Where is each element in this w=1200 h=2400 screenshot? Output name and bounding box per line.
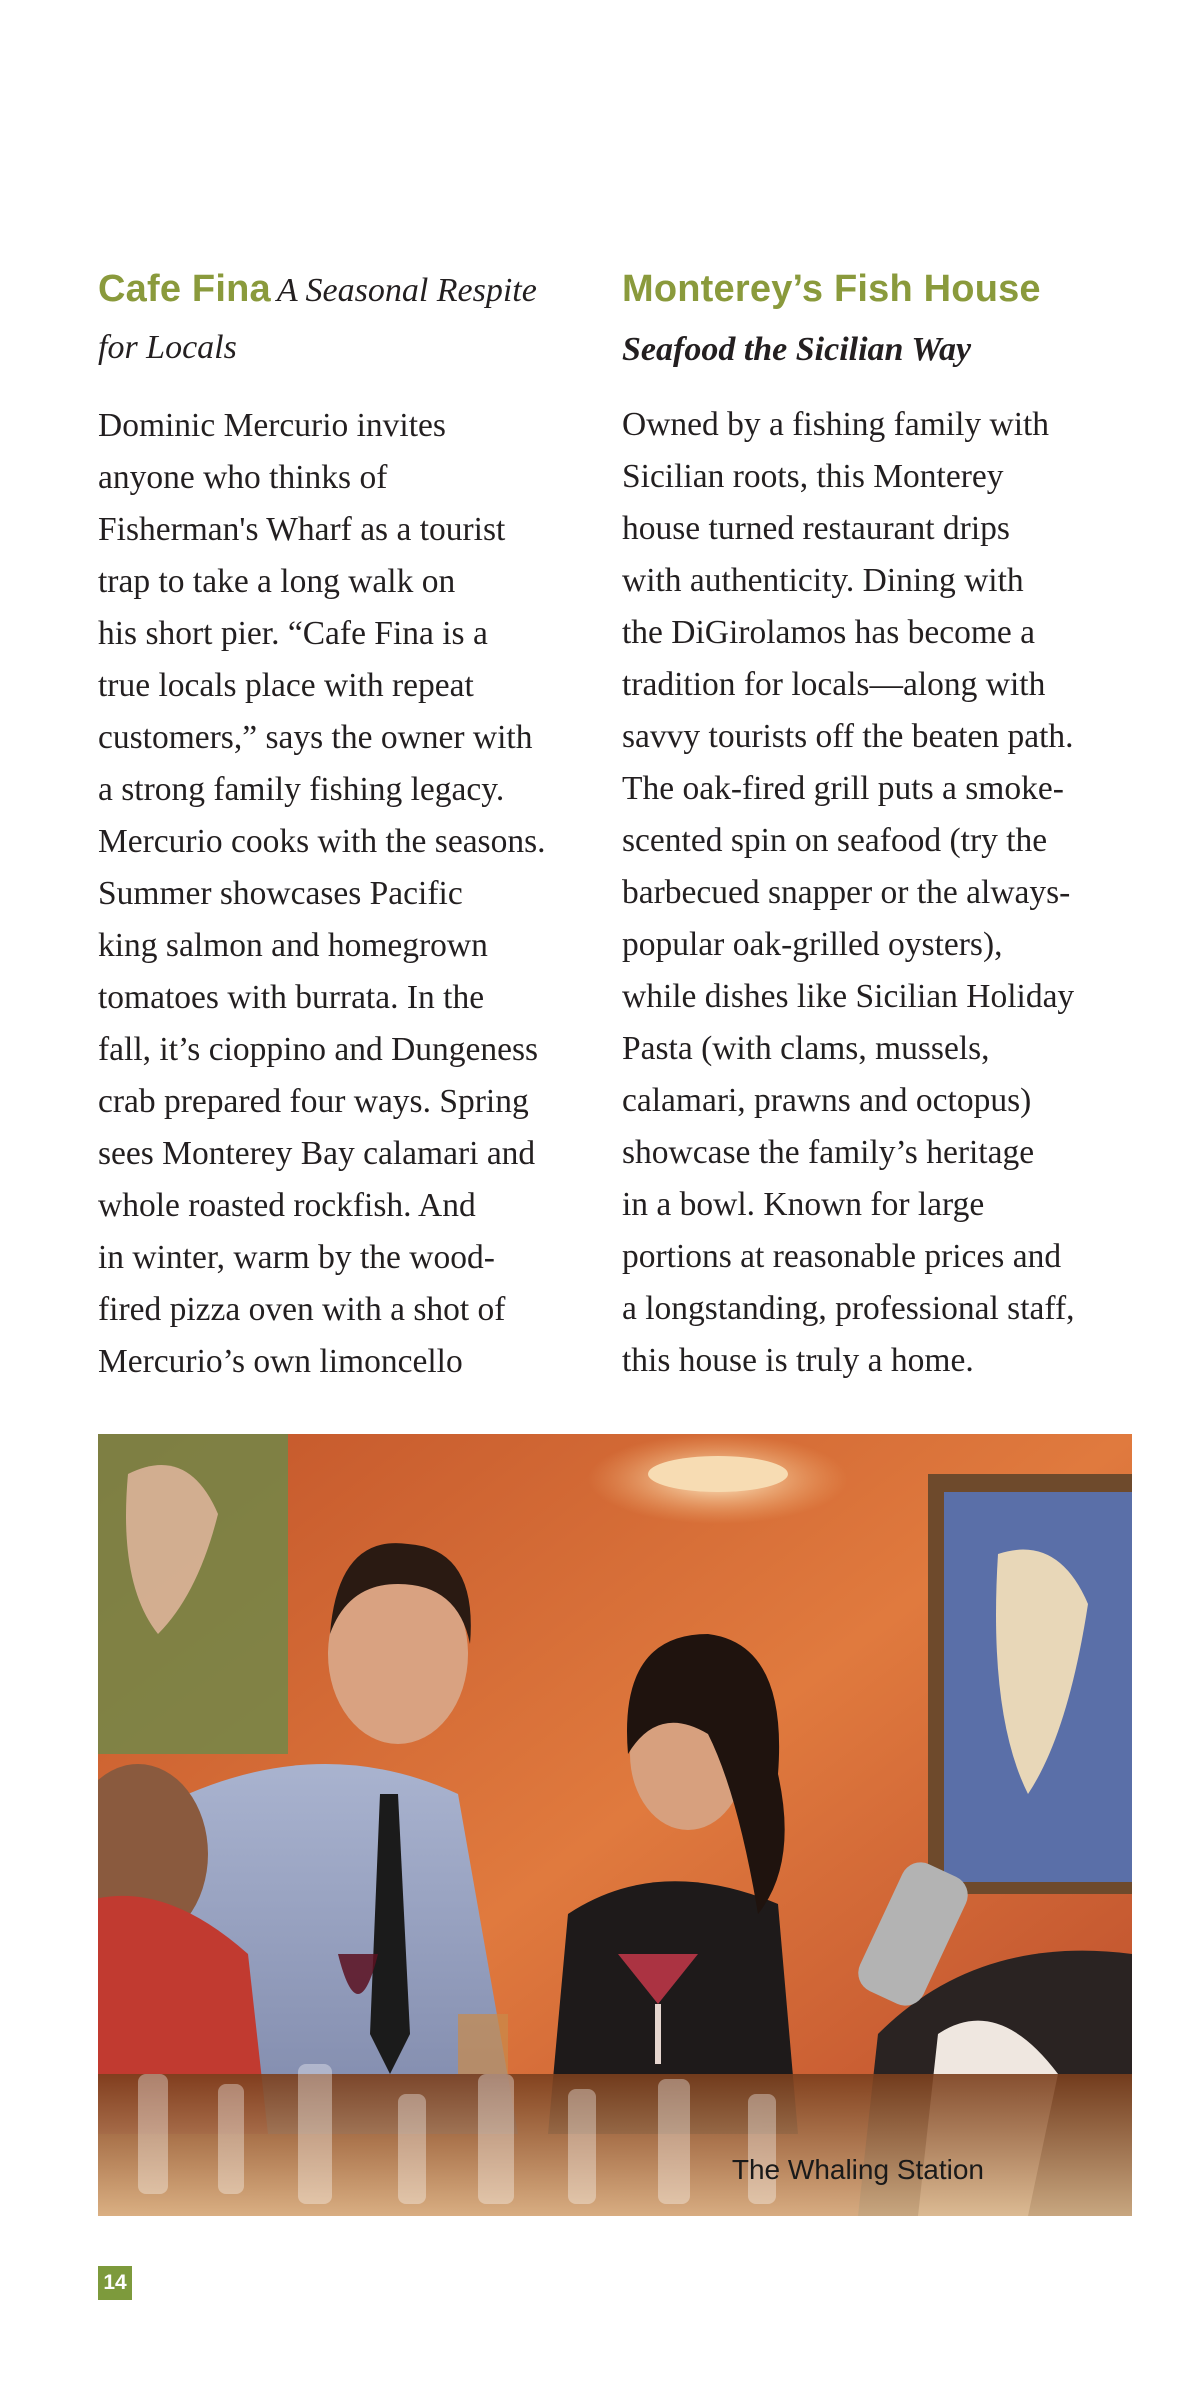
cafe-fina-heading [98,262,578,378]
cafe-fina-article [98,262,578,1388]
restaurant-scene-illustration [98,1434,1132,2216]
cafe-fina-title: Cafe Fina [98,268,271,310]
fish-house-article [622,262,1122,1387]
page-number-badge: 14 [98,2266,132,2300]
fish-house-title: Monterey’s Fish House [622,268,1041,310]
cafe-fina-subtitle: A Seasonal Respite for Locals [98,272,537,366]
fish-house-subtitle: Seafood the Sicilian Way [622,331,972,368]
fish-house-body: Owned by a fishing family with Sicilian roots, this Monterey house turned restaurant drips with authenticity. Dining with the DiGirolamos has become a tradition for locals—along with savvy tourists off the beaten path. The oak-fired grill puts a smoke- scented spin on seafood (try the barbecued snapper or the always- popular oak-grilled oysters), while dishes like Sicilian Holiday Pasta (with clams, mussels, calamari, prawns and octopus) showcase the family’s heritage in a bowl. Known for large portions at reasonable prices and a longstanding, professional staff, this house is truly a home. [622,406,1075,1379]
fish-house-heading [622,262,1122,377]
restaurant-photo [98,1434,1132,2216]
cafe-fina-body: Dominic Mercurio invites anyone who thinks of Fisherman's Wharf as a tourist trap to take a long walk on his short pier. “Cafe Fina is a true locals place with repeat customers,” says the owner with a strong family fishing legacy. Mercurio cooks with the seasons. Summer showcases Pacific king salmon and homegrown tomatoes with burrata. In the fall, it’s cioppino and Dungeness crab prepared four ways. Spring sees Monterey Bay calamari and whole roasted rockfish. And in winter, warm by the wood- fired pizza oven with a shot of Mercurio’s own limoncello [98,407,546,1380]
photo-caption: The Whaling Station [731,2154,984,2185]
